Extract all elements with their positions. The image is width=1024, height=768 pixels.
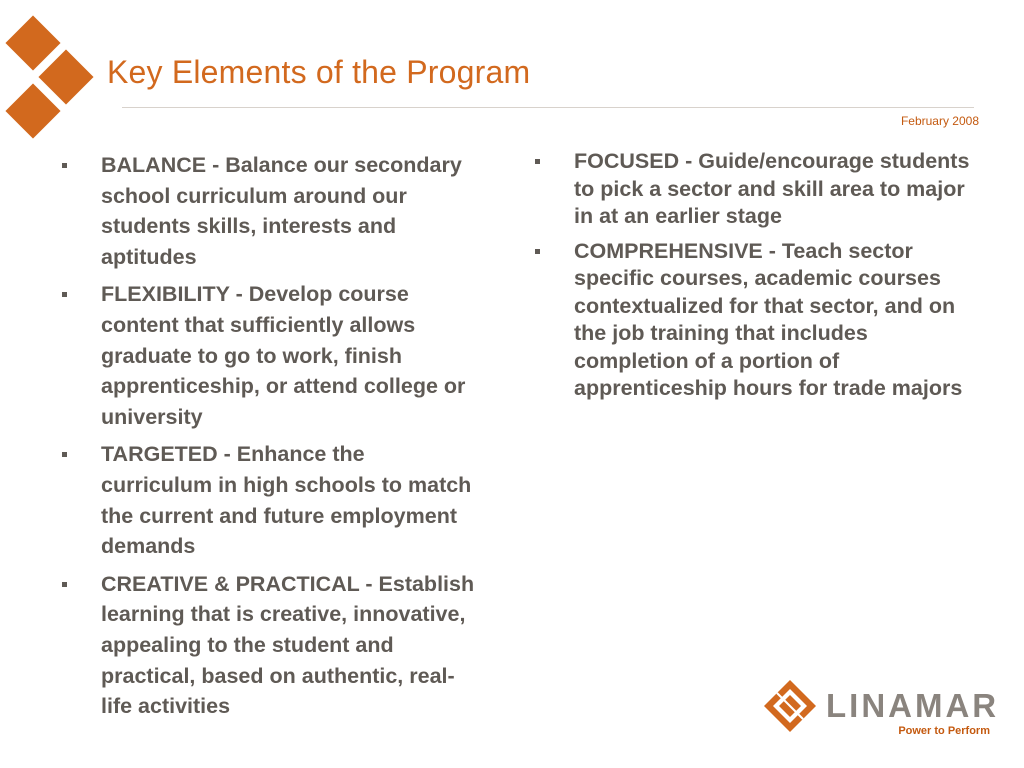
bullet-icon bbox=[62, 163, 67, 168]
bullet-icon bbox=[535, 159, 540, 164]
bullet-icon bbox=[535, 249, 540, 254]
logo-diamond-icon bbox=[764, 680, 816, 732]
bullet-icon bbox=[62, 582, 67, 587]
list-item-text: FOCUSED - Guide/encourage students to pick a sector and skill area to major in at an earlier stage bbox=[574, 149, 970, 228]
list-item bbox=[60, 569, 480, 722]
logo-wordmark: LINAMAR bbox=[826, 687, 1000, 724]
right-bullet-list bbox=[533, 148, 973, 410]
list-item bbox=[60, 439, 480, 561]
list-item bbox=[533, 148, 973, 231]
title-divider bbox=[122, 107, 974, 108]
logo-tagline: Power to Perform bbox=[898, 725, 990, 737]
list-item bbox=[60, 279, 480, 432]
list-item-text: TARGETED - Enhance the curriculum in high schools to match the current and future employment demands bbox=[101, 442, 472, 559]
list-item bbox=[533, 238, 973, 403]
bullet-icon bbox=[62, 292, 67, 297]
list-item bbox=[60, 150, 480, 272]
list-item-text: FLEXIBILITY - Develop course content that sufficiently allows graduate to go to work, finish apprenticeship, or attend college or university bbox=[101, 282, 466, 429]
list-item-text: CREATIVE & PRACTICAL - Establish learning that is creative, innovative, appealing to the student and practical, based on authentic, real-life activities bbox=[101, 571, 475, 719]
slide-title: Key Elements of the Program bbox=[107, 54, 531, 90]
left-bullet-list bbox=[60, 150, 480, 729]
slide-date: February 2008 bbox=[900, 114, 979, 128]
list-item-text: BALANCE - Balance our secondary school curriculum around our students skills, interests and aptitudes bbox=[101, 153, 462, 269]
list-item-text: COMPREHENSIVE - Teach sector specific courses, academic courses contextualized for that sector, and on the job training that includes completion of a portion of apprenticeship hours for trade majors bbox=[574, 238, 963, 400]
bullet-icon bbox=[62, 452, 67, 457]
decorative-diamonds bbox=[0, 12, 100, 142]
